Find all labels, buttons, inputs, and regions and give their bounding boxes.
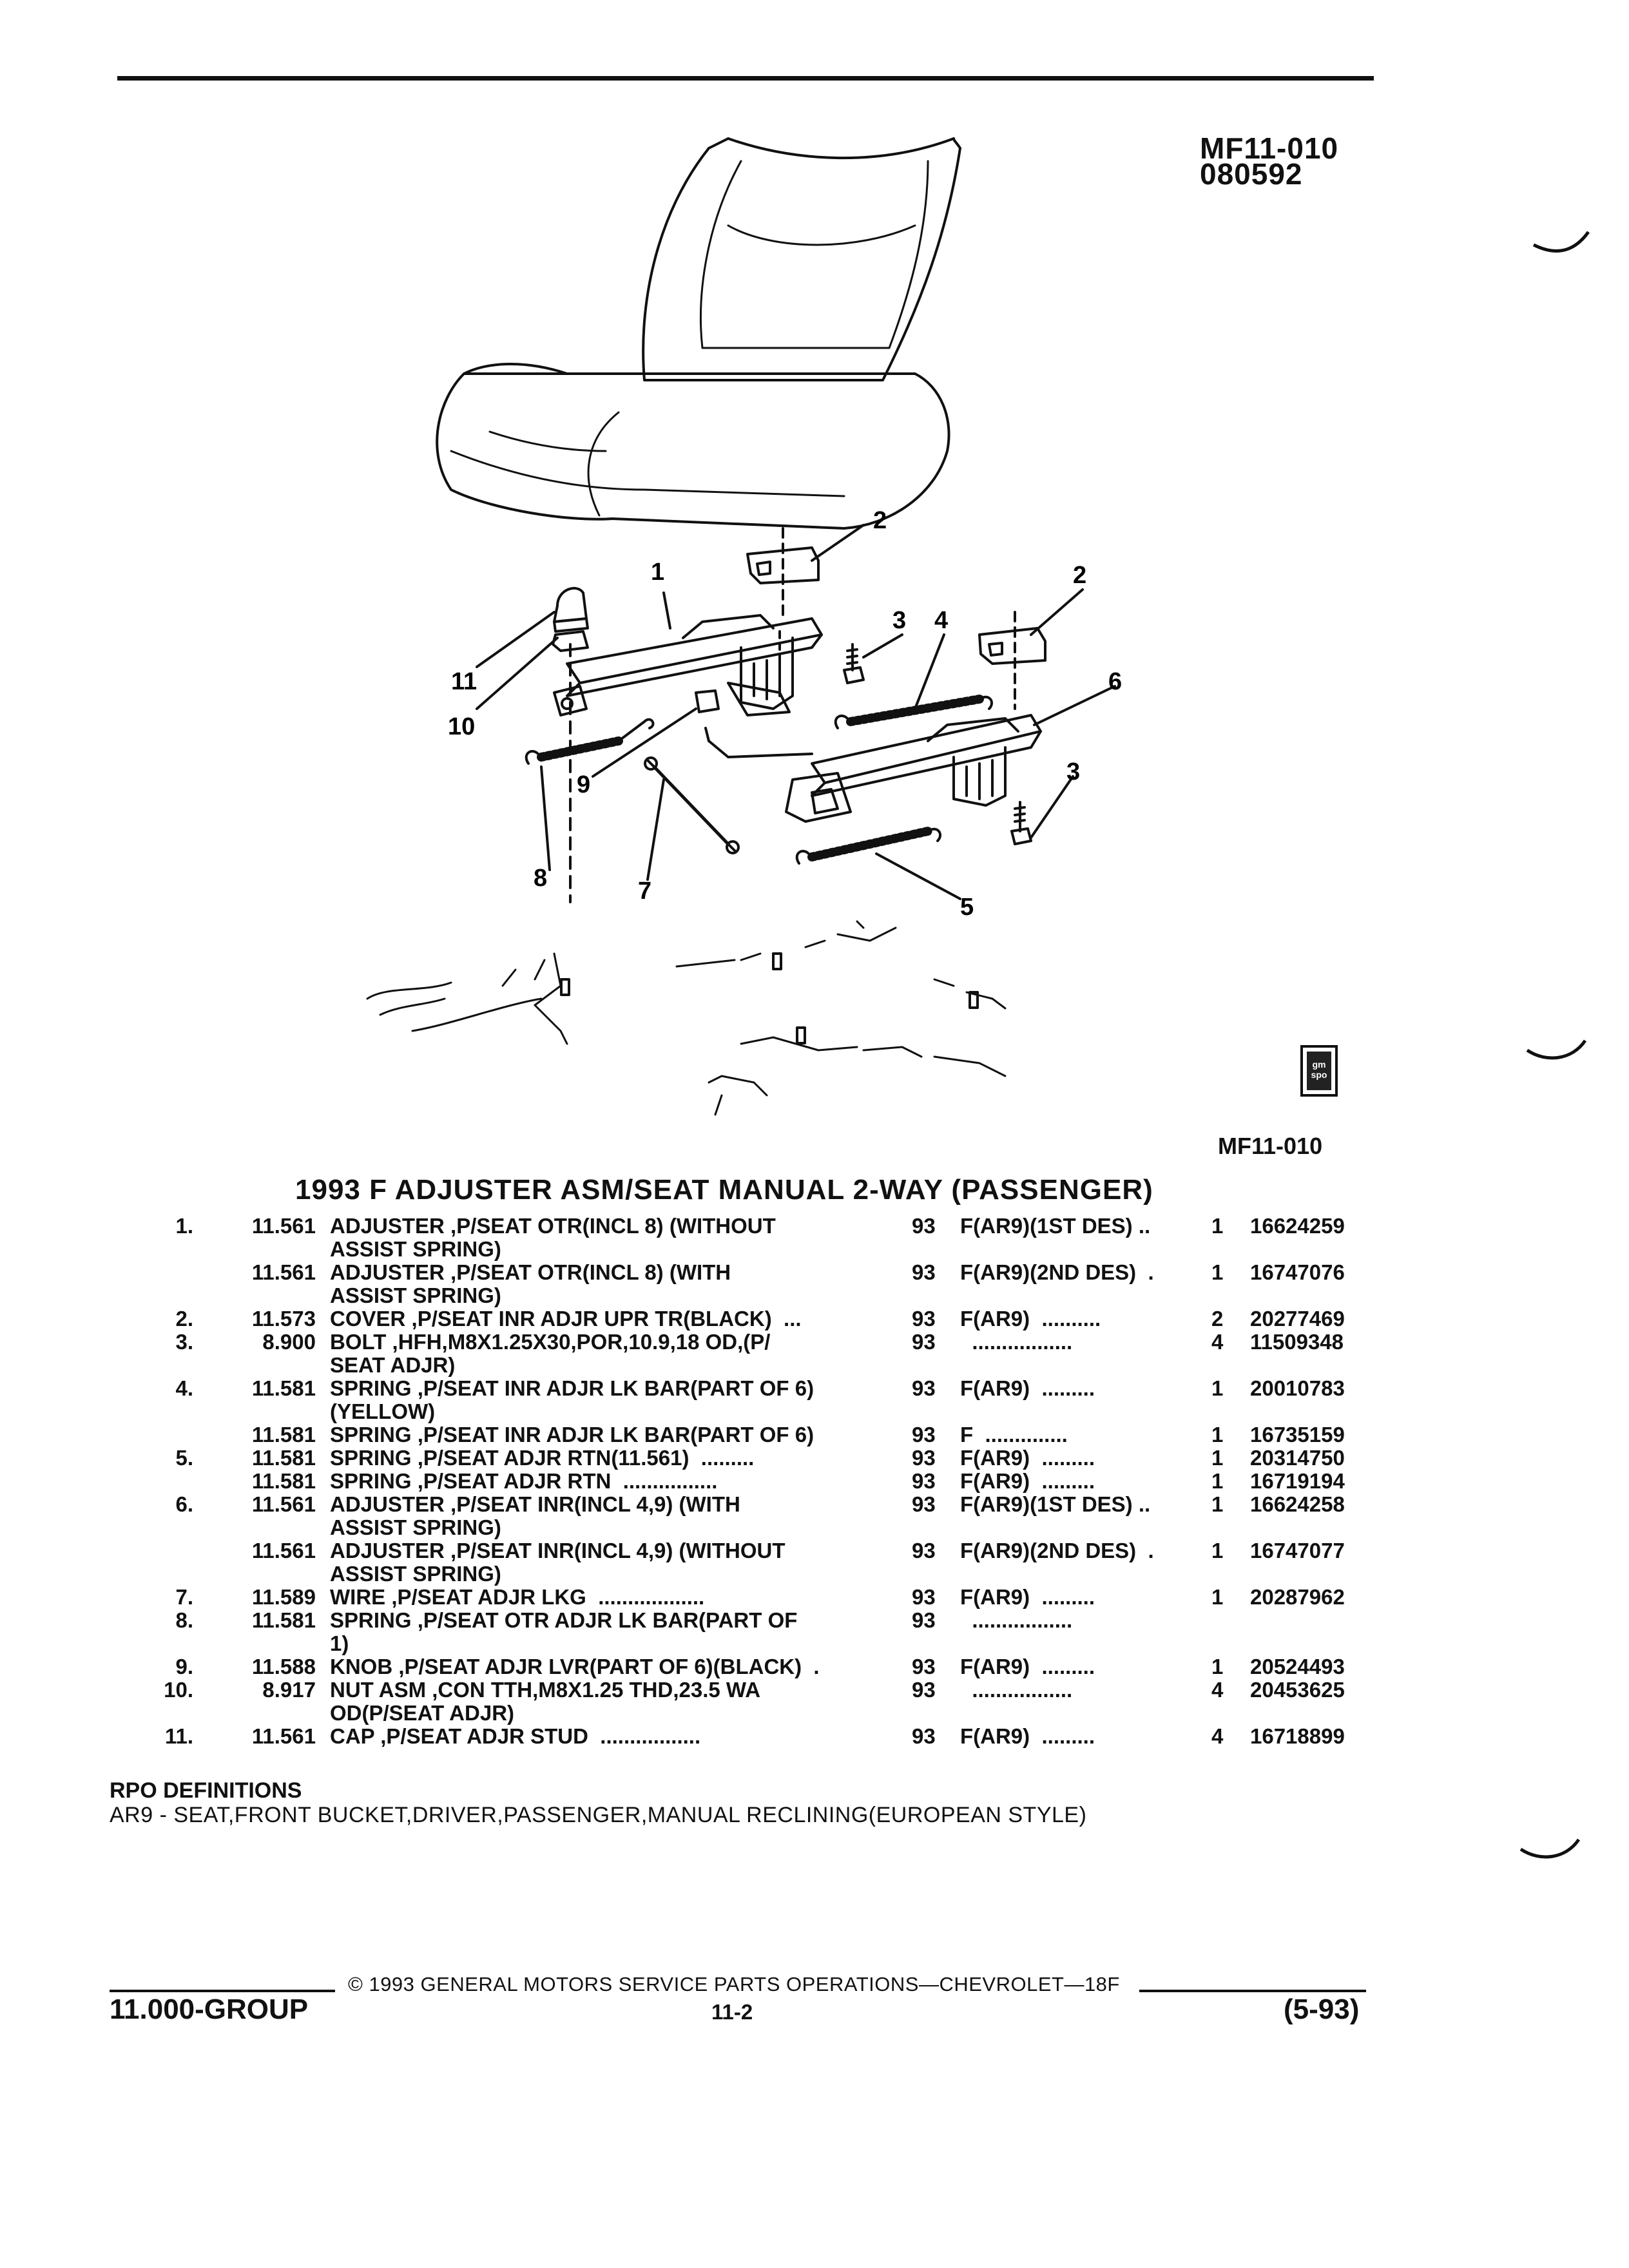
part-model: F(AR9) ......... (960, 1585, 1095, 1609)
part-quantity: 1 (1211, 1539, 1224, 1562)
part-year: 93 (912, 1260, 936, 1284)
part-description-continued: ASSIST SPRING) (330, 1283, 501, 1307)
rpo-heading: RPO DEFINITIONS (110, 1778, 302, 1803)
parts-row (0, 1307, 1629, 1331)
part-ref-number: 1. (175, 1214, 193, 1238)
gm-spo-rpo-logo (1300, 1045, 1338, 1097)
part-group-number: 11.561 (251, 1492, 316, 1516)
part-description: ADJUSTER ,P/SEAT INR(INCL 4,9) (WITHOUT (330, 1539, 786, 1562)
part-number: 11509348 (1250, 1330, 1344, 1354)
part-description-continued: ASSIST SPRING) (330, 1237, 501, 1261)
footer-revision: (5-93) (1284, 1994, 1360, 2025)
part-description: ADJUSTER ,P/SEAT INR(INCL 4,9) (WITH (330, 1492, 740, 1516)
callout-5: 5 (960, 894, 974, 921)
figure-code: MF11-010 (1200, 131, 1339, 165)
parts-row (0, 1470, 1629, 1493)
catalog-title: 1993 F ADJUSTER ASM/SEAT MANUAL 2-WAY (PASSENGER) (295, 1174, 1153, 1206)
part-year: 93 (912, 1446, 936, 1470)
part-group-number: 11.573 (251, 1307, 316, 1331)
part-description-continued: (YELLOW) (330, 1399, 436, 1423)
part-description-continued: OD(P/SEAT ADJR) (330, 1701, 515, 1725)
part-year: 93 (912, 1608, 936, 1632)
footer-page-number: 11-2 (711, 2000, 753, 2024)
part-model: F(AR9) ......... (960, 1446, 1095, 1470)
rpo-definition: AR9 - SEAT,FRONT BUCKET,DRIVER,PASSENGER,MANUAL RECLINING(EUROPEAN STYLE) (110, 1803, 1087, 1827)
part-description: WIRE ,P/SEAT ADJR LKG .................. (330, 1585, 705, 1609)
margin-mark (1534, 232, 1588, 251)
part-number: 20314750 (1250, 1446, 1345, 1470)
part-year: 93 (912, 1539, 936, 1562)
part-model: F(AR9)(1ST DES) .. (960, 1492, 1151, 1516)
part-group-number: 11.581 (251, 1446, 316, 1470)
part-number: 16624258 (1250, 1492, 1345, 1516)
part-ref-number: 4. (175, 1376, 193, 1400)
part-ref-number: 8. (175, 1608, 193, 1632)
part-group-number: 11.588 (251, 1655, 316, 1678)
part-group-number: 11.581 (251, 1423, 316, 1446)
part-quantity: 4 (1211, 1678, 1224, 1702)
part-model: F(AR9) ......... (960, 1376, 1095, 1400)
part-ref-number: 5. (175, 1446, 193, 1470)
rpo-logo-text: gm spo (1311, 1059, 1327, 1080)
part-group-number: 11.581 (251, 1376, 316, 1400)
part-group-number: 11.589 (251, 1585, 316, 1609)
footer-copyright: © 1993 GENERAL MOTORS SERVICE PARTS OPERATIONS—CHEVROLET—18F (348, 1973, 1120, 1995)
part-number: 16718899 (1250, 1724, 1345, 1748)
part-year: 93 (912, 1214, 936, 1238)
figure-date: 080592 (1200, 157, 1303, 191)
part-description: COVER ,P/SEAT INR ADJR UPR TR(BLACK) ... (330, 1307, 802, 1331)
part-description: KNOB ,P/SEAT ADJR LVR(PART OF 6)(BLACK) . (330, 1655, 820, 1678)
part-model: F .............. (960, 1423, 1068, 1446)
parts-row (0, 1609, 1629, 1632)
callout-7: 7 (638, 878, 652, 905)
part-number: 20453625 (1250, 1678, 1345, 1702)
part-year: 93 (912, 1423, 936, 1446)
part-group-number: 11.561 (251, 1260, 316, 1284)
parts-row (0, 1725, 1629, 1748)
callout-4: 4 (934, 607, 949, 634)
callout-9: 9 (577, 771, 591, 798)
part-number: 20287962 (1250, 1585, 1345, 1609)
part-group-number: 8.900 (262, 1330, 316, 1354)
part-group-number: 11.561 (251, 1724, 316, 1748)
part-model: ................. (960, 1330, 1073, 1354)
parts-row (0, 1678, 1629, 1702)
part-description-continued: 1) (330, 1631, 349, 1655)
part-number: 16624259 (1250, 1214, 1345, 1238)
part-year: 93 (912, 1724, 936, 1748)
part-model: ................. (960, 1608, 1073, 1632)
part-description-continued: ASSIST SPRING) (330, 1515, 501, 1539)
part-description: SPRING ,P/SEAT OTR ADJR LK BAR(PART OF (330, 1608, 798, 1632)
part-quantity: 4 (1211, 1724, 1224, 1748)
part-group-number: 8.917 (262, 1678, 316, 1702)
callout-3: 3 (892, 607, 907, 634)
parts-row (0, 1261, 1629, 1284)
part-description: SPRING ,P/SEAT ADJR RTN(11.561) ......... (330, 1446, 755, 1470)
parts-row (0, 1377, 1629, 1400)
part-ref-number: 3. (175, 1330, 193, 1354)
part-description: ADJUSTER ,P/SEAT OTR(INCL 8) (WITHOUT (330, 1214, 776, 1238)
part-description: CAP ,P/SEAT ADJR STUD ................. (330, 1724, 701, 1748)
part-description: NUT ASM ,CON TTH,M8X1.25 THD,23.5 WA (330, 1678, 761, 1702)
callout-6: 6 (1108, 668, 1123, 695)
part-description: SPRING ,P/SEAT INR ADJR LK BAR(PART OF 6) (330, 1376, 815, 1400)
part-ref-number: 10. (164, 1678, 193, 1702)
part-group-number: 11.581 (251, 1469, 316, 1493)
part-model: F(AR9) ......... (960, 1469, 1095, 1493)
part-number: 16747077 (1250, 1539, 1345, 1562)
part-model: F(AR9) .......... (960, 1307, 1101, 1331)
part-ref-number: 2. (175, 1307, 193, 1331)
parts-row (0, 1539, 1629, 1562)
footer-group: 11.000-GROUP (110, 1994, 309, 2025)
parts-row (0, 1446, 1629, 1470)
callout-10: 10 (448, 713, 476, 740)
part-year: 93 (912, 1655, 936, 1678)
part-description: ADJUSTER ,P/SEAT OTR(INCL 8) (WITH (330, 1260, 731, 1284)
part-group-number: 11.561 (251, 1539, 316, 1562)
part-quantity: 1 (1211, 1585, 1224, 1609)
part-number: 16719194 (1250, 1469, 1345, 1493)
part-quantity: 1 (1211, 1446, 1224, 1470)
part-description: SPRING ,P/SEAT ADJR RTN ................ (330, 1469, 718, 1493)
part-group-number: 11.561 (251, 1214, 316, 1238)
callout-2: 2 (873, 507, 887, 534)
part-year: 93 (912, 1585, 936, 1609)
part-model: ................. (960, 1678, 1073, 1702)
part-year: 93 (912, 1469, 936, 1493)
part-quantity: 1 (1211, 1469, 1224, 1493)
part-model: F(AR9)(1ST DES) .. (960, 1214, 1151, 1238)
part-model: F(AR9)(2ND DES) . (960, 1260, 1154, 1284)
parts-row (0, 1493, 1629, 1516)
part-quantity: 1 (1211, 1376, 1224, 1400)
part-quantity: 1 (1211, 1214, 1224, 1238)
part-year: 93 (912, 1678, 936, 1702)
part-description: SPRING ,P/SEAT INR ADJR LK BAR(PART OF 6) (330, 1423, 815, 1446)
part-model: F(AR9) ......... (960, 1655, 1095, 1678)
part-number: 20524493 (1250, 1655, 1345, 1678)
part-year: 93 (912, 1376, 936, 1400)
part-year: 93 (912, 1492, 936, 1516)
callout-2: 2 (1073, 562, 1087, 589)
part-description-continued: SEAT ADJR) (330, 1353, 456, 1377)
parts-row (0, 1423, 1629, 1446)
part-description-continued: ASSIST SPRING) (330, 1562, 501, 1586)
callout-1: 1 (651, 559, 665, 586)
callout-11: 11 (451, 668, 477, 695)
footer-rule-right (1139, 1990, 1366, 1992)
part-description: BOLT ,HFH,M8X1.25X30,POR,10.9,18 OD,(P/ (330, 1330, 771, 1354)
callout-8: 8 (534, 865, 548, 892)
part-ref-number: 7. (175, 1585, 193, 1609)
parts-row (0, 1655, 1629, 1678)
figure-ref-label: MF11-010 (1218, 1133, 1323, 1159)
part-year: 93 (912, 1330, 936, 1354)
part-quantity: 1 (1211, 1655, 1224, 1678)
part-quantity: 1 (1211, 1492, 1224, 1516)
part-model: F(AR9)(2ND DES) . (960, 1539, 1154, 1562)
part-model: F(AR9) ......... (960, 1724, 1095, 1748)
part-group-number: 11.581 (251, 1608, 316, 1632)
part-year: 93 (912, 1307, 936, 1331)
parts-row (0, 1586, 1629, 1609)
part-number: 20010783 (1250, 1376, 1345, 1400)
part-quantity: 1 (1211, 1260, 1224, 1284)
part-quantity: 2 (1211, 1307, 1224, 1331)
parts-row (0, 1215, 1629, 1238)
part-quantity: 4 (1211, 1330, 1224, 1354)
part-number: 16735159 (1250, 1423, 1345, 1446)
parts-row (0, 1331, 1629, 1354)
part-ref-number: 6. (175, 1492, 193, 1516)
footer-rule-left (110, 1990, 335, 1992)
part-quantity: 1 (1211, 1423, 1224, 1446)
part-ref-number: 11. (164, 1724, 193, 1748)
callout-3: 3 (1066, 758, 1081, 785)
part-ref-number: 9. (175, 1655, 193, 1678)
part-number: 16747076 (1250, 1260, 1345, 1284)
part-number: 20277469 (1250, 1307, 1345, 1331)
